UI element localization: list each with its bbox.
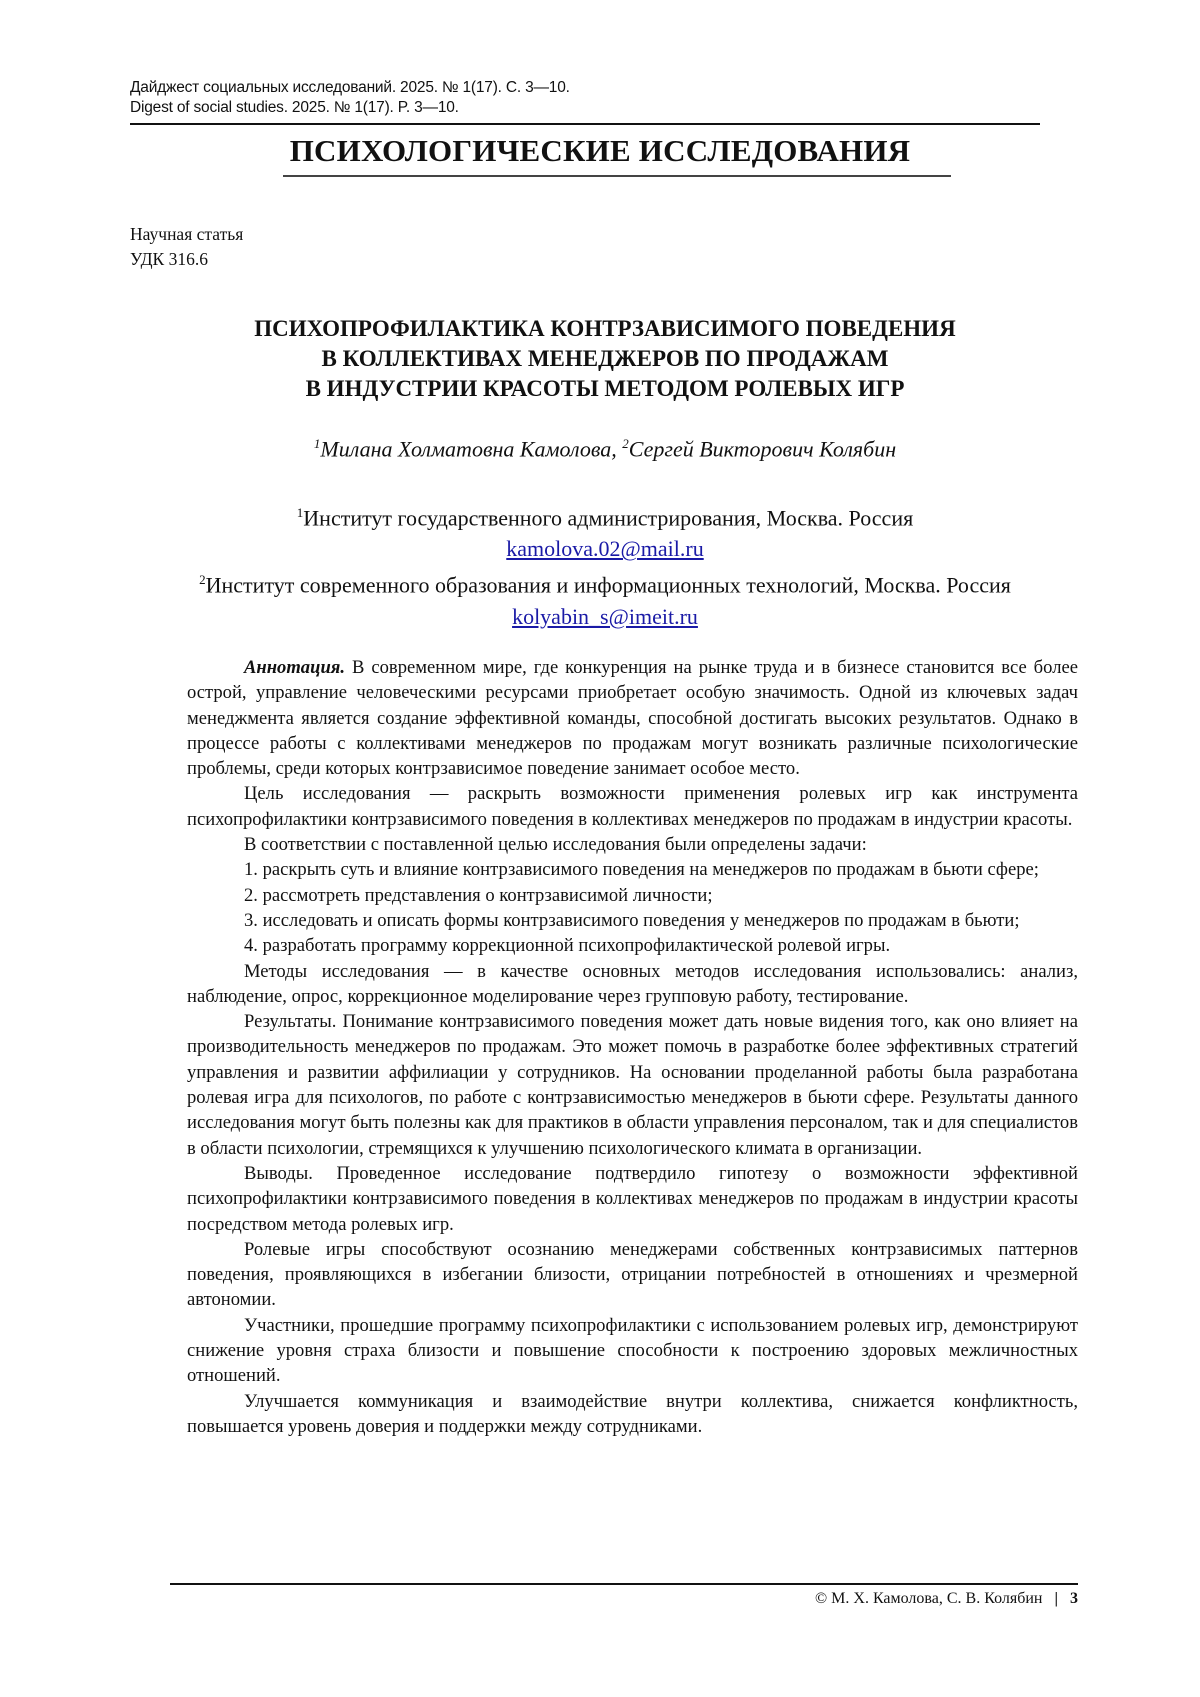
title-line: В КОЛЛЕКТИВАХ МЕНЕДЖЕРОВ ПО ПРОДАЖАМ xyxy=(0,344,1200,374)
footer-rule xyxy=(170,1583,1078,1585)
author-sup: 2 xyxy=(622,436,629,451)
page-number: 3 xyxy=(1070,1590,1078,1607)
email-link[interactable]: kolyabin_s@imeit.ru xyxy=(512,604,698,629)
copyright: © М. Х. Камолова, С. В. Колябин xyxy=(815,1590,1042,1607)
section-title: ПСИХОЛОГИЧЕСКИЕ ИССЛЕДОВАНИЯ xyxy=(0,133,1200,169)
affiliations xyxy=(0,497,1200,632)
author-name: Милана Холматовна Камолова, xyxy=(320,436,616,461)
affiliation-sup: 2 xyxy=(199,572,206,587)
affiliation xyxy=(0,564,1200,600)
email-link[interactable]: kamolova.02@mail.ru xyxy=(506,536,703,561)
task-item: 1. раскрыть суть и влияние контрзависимого поведения на менеджеров по продажам в бьюти сфере; xyxy=(187,857,1078,882)
journal-header-ru: Дайджест социальных исследований. 2025. № 1(17). С. 3—10. xyxy=(130,78,570,98)
journal-header xyxy=(130,78,570,118)
abstract-paragraph: Цель исследования — раскрыть возможности применения ролевых игр как инструмента психопрофилактики контрзависимого поведения в коллективах менеджеров по продажам в индустрии красоты. xyxy=(187,781,1078,832)
author-name: Сергей Викторович Колябин xyxy=(629,436,896,461)
author-sup: 1 xyxy=(314,436,321,451)
abstract xyxy=(187,655,1078,1439)
title-line: ПСИХОПРОФИЛАКТИКА КОНТРЗАВИСИМОГО ПОВЕДЕНИЯ xyxy=(0,314,1200,344)
abstract-paragraph: Улучшается коммуникация и взаимодействие внутри коллектива, снижается конфликтность, повышается уровень доверия и поддержки между сотрудниками. xyxy=(187,1389,1078,1440)
footer-separator: | xyxy=(1054,1590,1058,1607)
abstract-paragraph: Результаты. Понимание контрзависимого поведения может дать новые видения того, как оно влияет на производительность менеджеров по продажам. Это может помочь в разработке более эффективных стратегий управления и развитии аффилиации у сотрудников. На основании проделанной работы была разработана ролевая игра для психологов, по работе с контрзависимостью менеджеров в бьюти сфере. Результаты данного исследования могут быть полезны как для практиков в области управления персоналом, так и для специалистов в области психологии, стремящихся к улучшению психологического климата в организации. xyxy=(187,1009,1078,1161)
affiliation-name: Институт современного образования и информационных технологий, Москва. Россия xyxy=(206,573,1011,598)
article-title xyxy=(0,314,1200,404)
article-type: Научная статья xyxy=(130,222,243,247)
abstract-label: Аннотация. xyxy=(244,657,345,678)
udk: УДК 316.6 xyxy=(130,247,243,272)
journal-header-en: Digest of social studies. 2025. № 1(17). P. 3—10. xyxy=(130,98,570,118)
abstract-paragraph: Участники, прошедшие программу психопрофилактики с использованием ролевых игр, демонстрируют снижение уровня страха близости и повышение способности к построению здоровых межличностных отношений. xyxy=(187,1313,1078,1389)
affiliation-name: Институт государственного администрирования, Москва. Россия xyxy=(303,505,913,530)
title-line: В ИНДУСТРИИ КРАСОТЫ МЕТОДОМ РОЛЕВЫХ ИГР xyxy=(0,374,1200,404)
abstract-paragraph: Методы исследования — в качестве основных методов исследования использовались: анализ, наблюдение, опрос, коррекционное моделирование через групповую работу, тестирование. xyxy=(187,959,1078,1010)
affiliation-sup: 1 xyxy=(297,505,304,520)
section-rule xyxy=(283,175,951,177)
header-rule xyxy=(130,123,1040,125)
authors xyxy=(0,436,1200,462)
article-meta xyxy=(130,222,243,272)
affiliation xyxy=(0,497,1200,533)
page-footer xyxy=(815,1590,1078,1608)
task-item: 2. рассмотреть представления о контрзависимой личности; xyxy=(187,883,1078,908)
task-item: 4. разработать программу коррекционной психопрофилактической ролевой игры. xyxy=(187,933,1078,958)
abstract-paragraph: Выводы. Проведенное исследование подтвердило гипотезу о возможности эффективной психопрофилактики контрзависимого поведения в коллективах менеджеров по продажам в индустрии красоты посредством метода ролевых игр. xyxy=(187,1161,1078,1237)
abstract-paragraph: Ролевые игры способствуют осознанию менеджерами собственных контрзависимых паттернов поведения, проявляющихся в избегании близости, отрицании потребностей в отношениях и чрезмерной автономии. xyxy=(187,1237,1078,1313)
task-item: 3. исследовать и описать формы контрзависимого поведения у менеджеров по продажам в бьюти; xyxy=(187,908,1078,933)
abstract-paragraph: В соответствии с поставленной целью исследования были определены задачи: xyxy=(187,832,1078,857)
abstract-intro: Аннотация. В современном мире, где конкуренция на рынке труда и в бизнесе становится все более острой, управление человеческими ресурсами приобретает особую значимость. Одной из ключевых задач менеджмента является создание эффективной команды, способной достигать высоких результатов. Однако в процессе работы с коллективами менеджеров по продажам могут возникать различные психологические проблемы, среди которых контрзависимое поведение занимает особое место. xyxy=(187,655,1078,781)
